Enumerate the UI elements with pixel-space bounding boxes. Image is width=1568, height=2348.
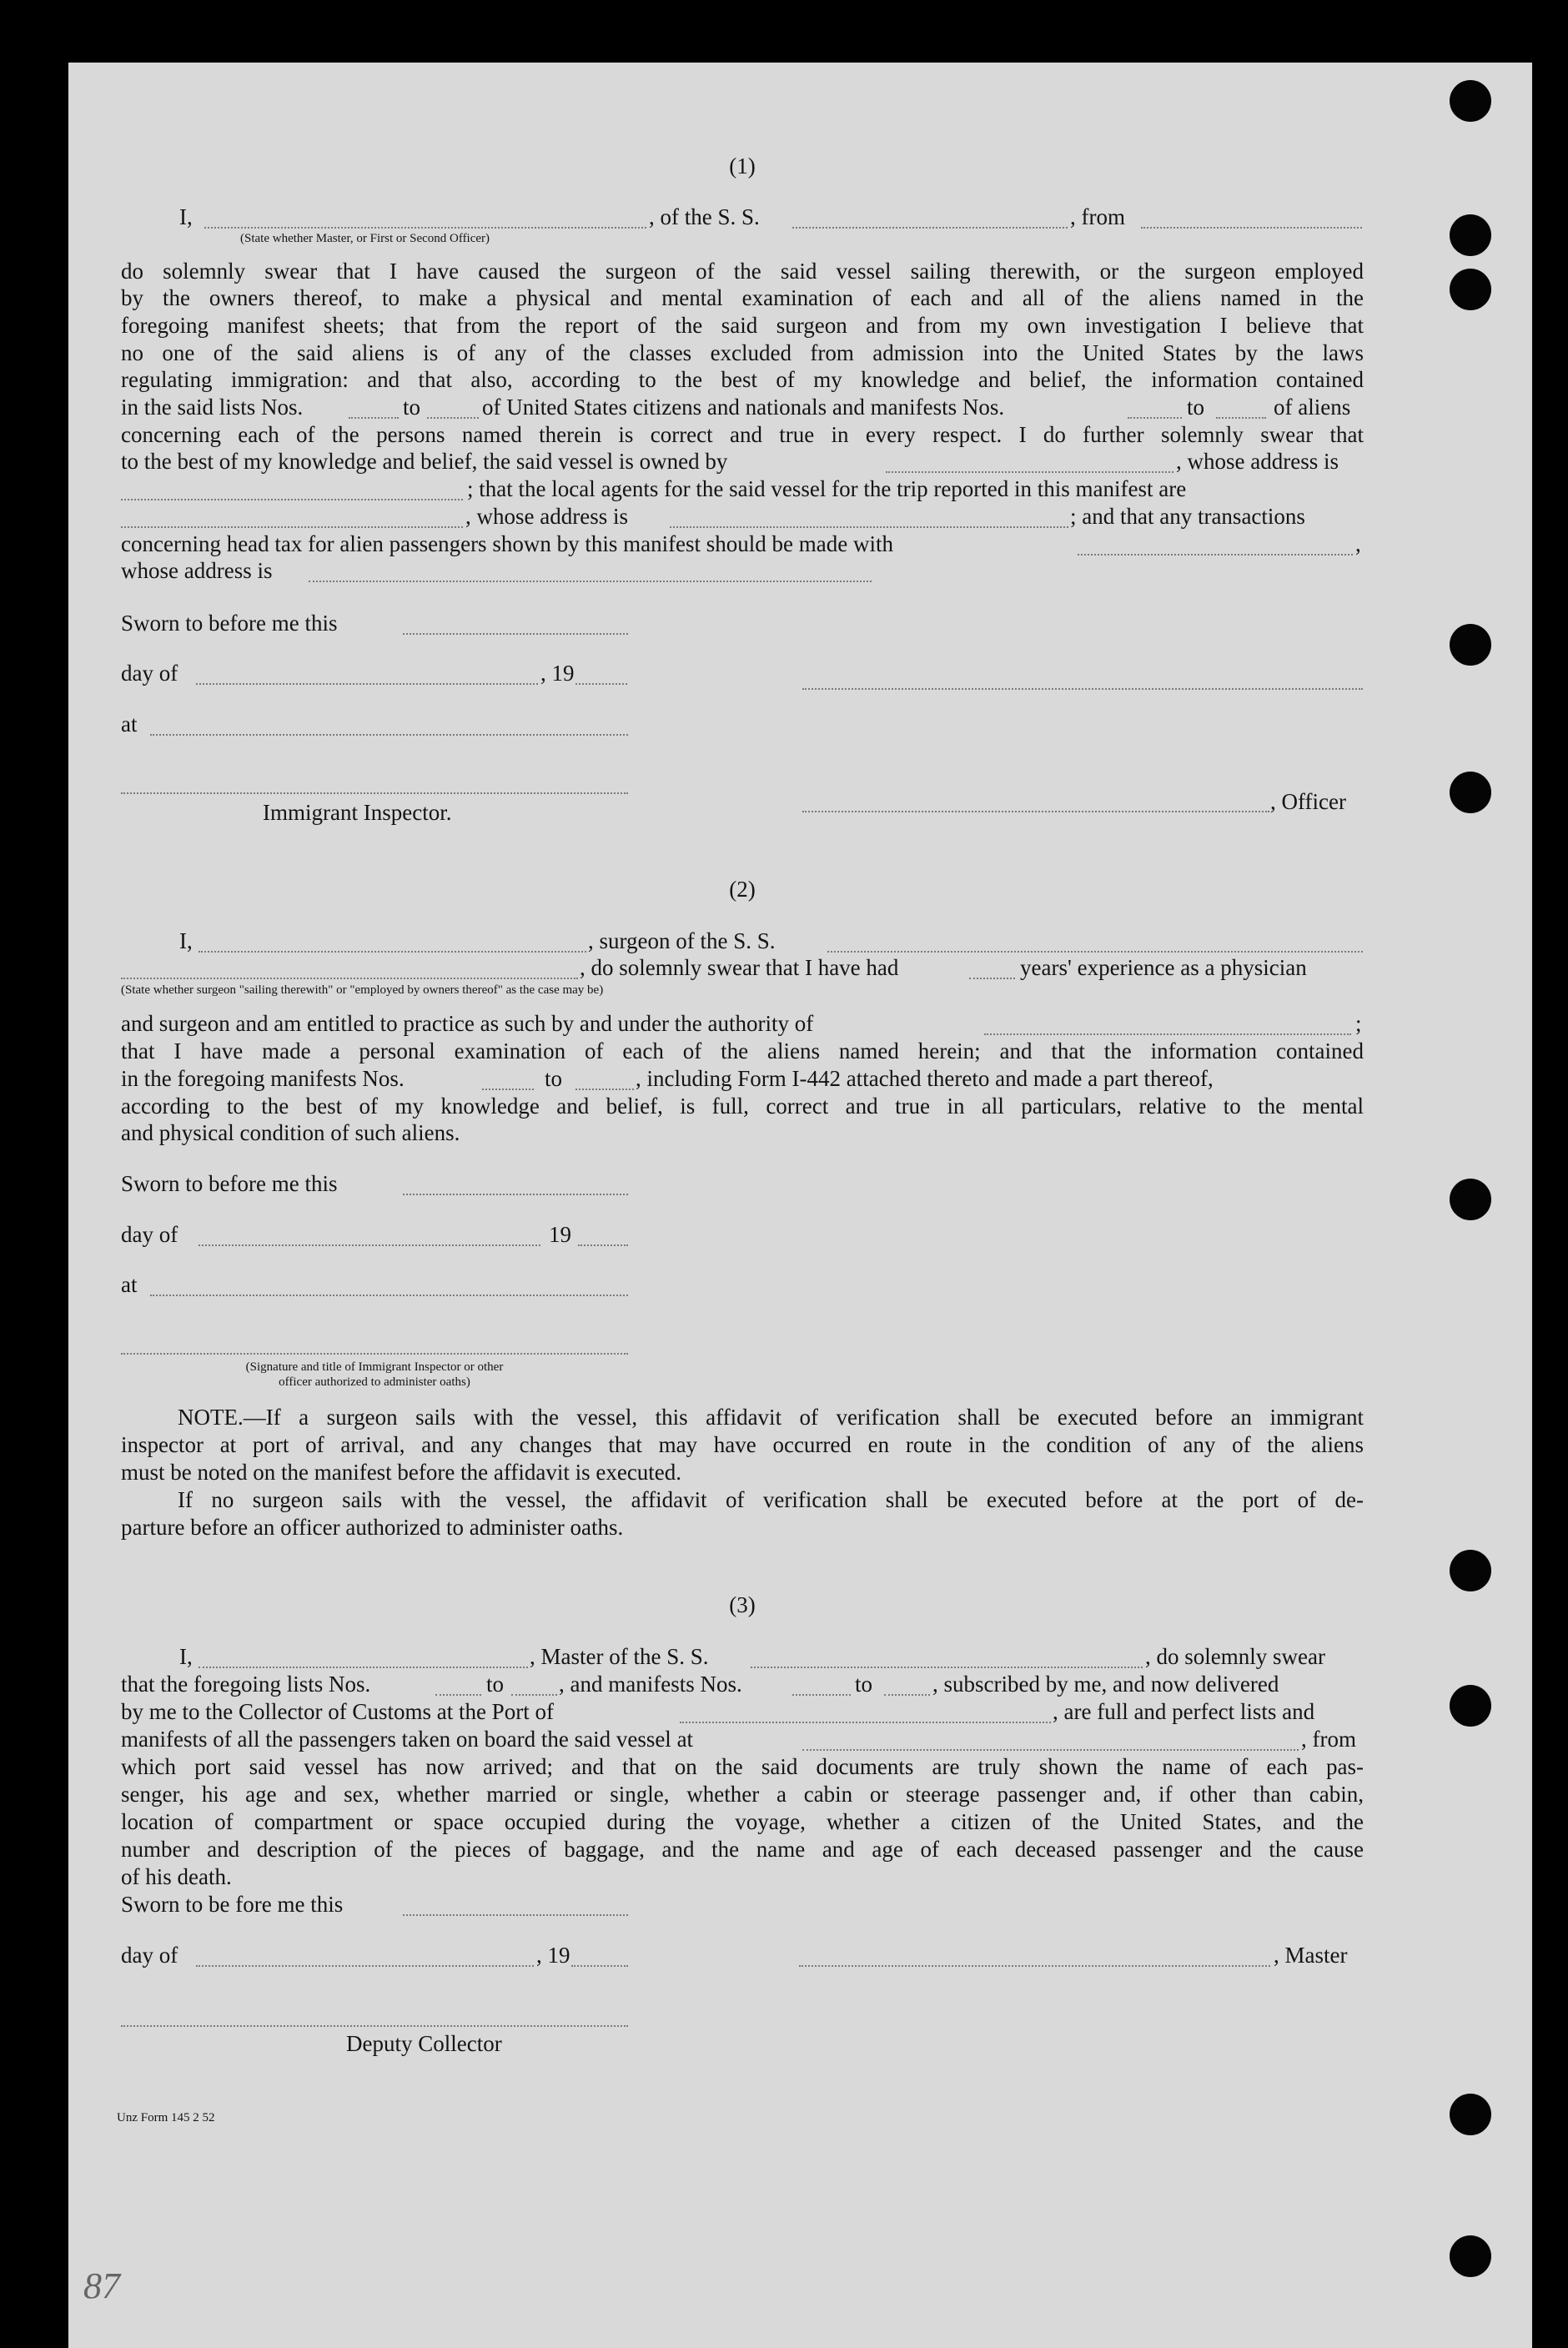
form-text: , from (1301, 1727, 1356, 1752)
blank-line (196, 1965, 534, 1967)
form-text: I, (179, 928, 193, 953)
blank-line (435, 1694, 481, 1696)
blank-line (403, 1914, 628, 1916)
blank-line (1128, 417, 1182, 419)
blank-line (199, 1667, 528, 1668)
form-text: do solemnly swear that I have caused the surgeon of the said vessel sailing therewith, or the surgeon employed (121, 259, 1364, 284)
form-text: number and description of the pieces of baggage, and the name and age of each deceased passenger and the cause (121, 1837, 1364, 1862)
blank-line (1078, 554, 1353, 556)
form-text: , (1355, 531, 1361, 556)
form-text: in the said lists Nos. (121, 395, 304, 420)
handwritten-mark: 87 (83, 2265, 120, 2306)
form-text: which port said vessel has now arrived; and that on the said documents are truly shown the name of each pas- (121, 1754, 1364, 1779)
form-text: , do solemnly swear that I have had (580, 955, 899, 980)
form-text: , are full and perfect lists and (1053, 1699, 1315, 1724)
form-text: foregoing manifest sheets; that from the report of the said surgeon and from my own investigation I believe that (121, 313, 1364, 338)
form-text: to (1187, 395, 1205, 420)
form-text: that the foregoing lists Nos. (121, 1672, 371, 1697)
form-text: of United States citizens and nationals and manifests Nos. (482, 395, 1005, 420)
form-text: , Master of the S. S. (530, 1644, 709, 1669)
note-text: parture before an officer authorized to administer oaths. (121, 1515, 624, 1540)
form-text: , whose address is (465, 504, 628, 529)
form-text: concerning each of the persons named therein is correct and true in every respect. I do further solemnly swear that (121, 422, 1364, 447)
form-text: of aliens (1274, 395, 1351, 420)
form-text: to the best of my knowledge and belief, the said vessel is owned by (121, 449, 728, 474)
form-text: , and manifests Nos. (559, 1672, 742, 1697)
form-text: , 19 (540, 661, 575, 686)
form-text: manifests of all the passengers taken on board the said vessel at (121, 1727, 694, 1752)
form-text: of his death. (121, 1864, 232, 1889)
note-text: must be noted on the manifest before the affidavit is executed. (121, 1460, 682, 1485)
blank-line (792, 227, 1068, 229)
blank-line (792, 1694, 851, 1696)
form-text: according to the best of my knowledge and belief, is full, correct and true in all particulars, relative to the mental (121, 1094, 1364, 1119)
form-text: by the owners thereof, to make a physical and mental examination of each and all of the aliens named in the (121, 285, 1364, 310)
blank-line (1216, 417, 1266, 419)
note-text: If no surgeon sails with the vessel, the affidavit of verification shall be executed before at the port of de- (178, 1487, 1364, 1512)
form-text: , Officer (1270, 789, 1346, 814)
form-text: ; and that any transactions (1070, 504, 1305, 529)
binder-hole (1450, 1550, 1491, 1591)
form-number: Unz Form 145 2 52 (117, 2111, 215, 2124)
form-text: , 19 (536, 1943, 570, 1968)
blank-line (670, 526, 1068, 528)
field-instruction: officer authorized to administer oaths) (279, 1375, 470, 1389)
section-number: (1) (729, 153, 756, 178)
blank-line (802, 811, 1269, 812)
form-text: Sworn to be fore me this (121, 1892, 344, 1917)
form-text: , whose address is (1176, 449, 1339, 474)
binder-hole (1450, 2094, 1491, 2135)
blank-line (482, 1089, 534, 1090)
note-text: inspector at port of arrival, and any changes that may have occurred en route in the condition of any of the aliens (121, 1432, 1364, 1457)
blank-line (969, 978, 1015, 979)
blank-line (802, 1749, 1299, 1751)
blank-line (403, 633, 628, 635)
note-text: NOTE.—If a surgeon sails with the vessel, this affidavit of verification shall be executed before an immigrant (178, 1405, 1364, 1430)
section-number: (3) (729, 1592, 756, 1617)
binder-hole (1450, 80, 1491, 122)
blank-line (121, 526, 463, 528)
blank-line (751, 1667, 1143, 1668)
blank-line (196, 683, 538, 685)
blank-line (427, 417, 479, 419)
binder-hole (1450, 214, 1491, 256)
form-text: , from (1070, 204, 1125, 229)
form-text: day of (121, 1222, 178, 1247)
form-text: location of compartment or space occupied during the voyage, whether a citizen of the United States, and the (121, 1809, 1364, 1834)
form-text: that I have made a personal examination of each of the aliens named herein; and that the information contained (121, 1038, 1364, 1063)
blank-line (121, 1353, 628, 1355)
blank-line (204, 227, 646, 229)
form-text: , subscribed by me, and now delivered (932, 1672, 1279, 1697)
form-text: at (121, 711, 138, 737)
form-text: concerning head tax for alien passengers shown by this manifest should be made with (121, 531, 894, 556)
blank-line (575, 1089, 634, 1090)
blank-line (309, 581, 872, 582)
form-text: , including Form I-442 attached thereto and made a part thereof, (636, 1066, 1214, 1091)
form-text: day of (121, 661, 178, 686)
form-text: I, (179, 1644, 193, 1669)
form-text: by me to the Collector of Customs at the Port of (121, 1699, 554, 1724)
form-text: whose address is (121, 558, 273, 583)
binder-hole (1450, 624, 1491, 666)
blank-line (802, 688, 1363, 690)
form-text: , surgeon of the S. S. (588, 928, 776, 953)
form-text: I, (179, 204, 193, 229)
form-text: Sworn to before me this (121, 1171, 338, 1196)
form-text: to (855, 1672, 873, 1697)
field-instruction: (State whether Master, or First or Second Officer) (240, 232, 490, 245)
blank-line (121, 499, 463, 500)
section-number: (2) (729, 877, 756, 902)
blank-line (578, 1244, 628, 1246)
form-text: , Master (1274, 1943, 1348, 1968)
form-text: to (403, 395, 421, 420)
binder-hole (1450, 1179, 1491, 1220)
form-text: Deputy Collector (346, 2031, 502, 2056)
field-instruction: (State whether surgeon "sailing therewith" or "employed by owners thereof" as the case may be) (121, 983, 604, 997)
form-text: day of (121, 1943, 178, 1968)
form-text: senger, his age and sex, whether married or single, whether a cabin or steerage passenger and, if other than cabin, (121, 1782, 1364, 1807)
blank-line (199, 1244, 540, 1246)
form-text: Immigrant Inspector. (263, 800, 452, 825)
blank-line (1141, 227, 1362, 229)
field-instruction: (Signature and title of Immigrant Inspector or other (245, 1360, 504, 1374)
form-text: no one of the said aliens is of any of the classes excluded from admission into the United States by the laws (121, 340, 1364, 365)
form-text: , of the S. S. (649, 204, 760, 229)
blank-line (799, 1965, 1270, 1967)
blank-line (349, 417, 399, 419)
blank-line (827, 951, 1363, 953)
form-text: to (486, 1672, 505, 1697)
blank-line (403, 1194, 628, 1195)
form-text: to (545, 1066, 563, 1091)
form-text: Sworn to before me this (121, 611, 338, 636)
form-text: in the foregoing manifests Nos. (121, 1066, 405, 1091)
form-text: ; (1355, 1011, 1362, 1036)
binder-hole (1450, 1685, 1491, 1727)
form-text: , do solemnly swear (1145, 1644, 1325, 1669)
blank-line (984, 1033, 1351, 1035)
blank-line (680, 1722, 1051, 1723)
form-text: and physical condition of such aliens. (121, 1120, 460, 1145)
form-text: at (121, 1272, 138, 1297)
blank-line (199, 951, 586, 953)
form-text: and surgeon and am entitled to practice as such by and under the authority of (121, 1011, 814, 1036)
blank-line (150, 734, 628, 736)
blank-line (575, 683, 627, 685)
blank-line (121, 2025, 628, 2027)
blank-line (571, 1965, 628, 1967)
blank-line (884, 1694, 930, 1696)
binder-hole (1450, 269, 1491, 310)
blank-line (121, 978, 578, 979)
blank-line (121, 792, 628, 794)
blank-line (150, 1295, 628, 1296)
form-text: regulating immigration: and that also, according to the best of my knowledge and belief, the information contained (121, 367, 1364, 392)
blank-line (886, 471, 1173, 473)
binder-hole (1450, 2235, 1491, 2277)
form-text: years' experience as a physician (1020, 955, 1307, 980)
binder-hole (1450, 772, 1491, 813)
blank-line (511, 1694, 557, 1696)
form-text: 19 (549, 1222, 571, 1247)
form-text: ; that the local agents for the said vessel for the trip reported in this manifest are (467, 476, 1187, 501)
